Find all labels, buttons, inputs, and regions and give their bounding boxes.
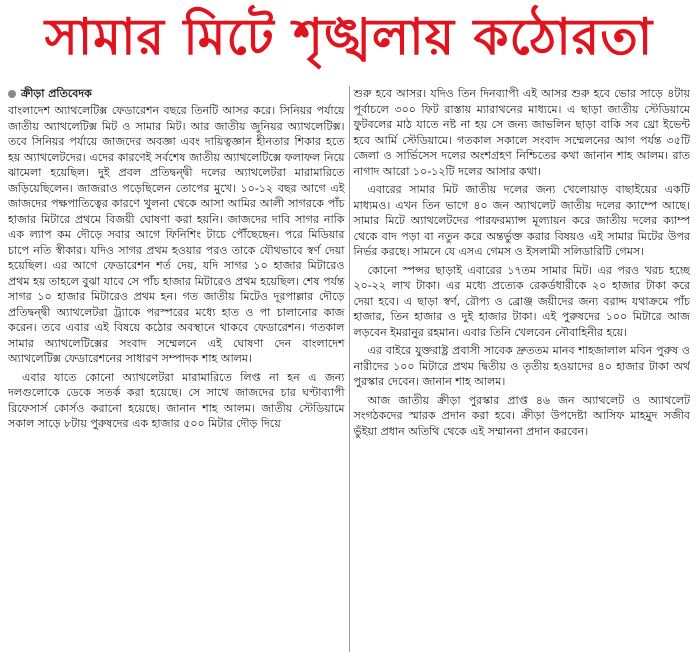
paragraph: বাংলাদেশ অ্যাথলেটিক্স ফেডারেশন বছরে তিনটি আসর করে। সিনিয়র পর্যায়ে জাতীয় অ্যাথলেটিক্স মিট ও সামার মিট। আর জাতীয় জুনিয়র অ্যাথলেটিক্স। তবে সিনিয়র পর্যায়ে জাজদের অবজ্ঞা এবং দায়িত্বজ্ঞান হীনতার শিকার হতে হয় অ্যাথলেটদের। এদের কারণেই সর্বশেষ জাতীয় অ্যাথলেটিক্সে ফলাফল নিয়ে ঝামেলা হয়েছিল। দুই প্রবল প্রতিদ্বন্দ্বী দলের অ্যাথলেটরা মারামারিতে জড়িয়েছিলেন। জাজরাও পড়েছিলেন তোপের মুখে। ১০-১২ বছর আগে এই জাজদের পক্ষপাতিত্বের কারণে খুলনা থেকে আসা আমির আলী সাগরকে পাঁচ হাজার মিটারে প্রথমে বিজয়ী ঘোষণা করা হয়নি। জাজদের দাবি সাগর নাকি এক ল্যাপ কম দৌড়ে সবার আগে ফিনিশিং টাচে পৌঁছেছেন। পরে মিডিয়ার চাপে নতি স্বীকার। যদিও সাগর প্রথম হওয়ার পরও তাকে যৌথভাবে স্বর্ণ দেয়া হয়েছিল। এর আগে ফেডারেশন শর্ত দেয়, যদি সাগর ১০ হাজার মিটারেও প্রথম হয় তাহলে বুঝা যাবে সে পাঁচ হাজার মিটারেও প্রথম হয়েছিল। শেষ পর্যন্ত সাগর ১০ হাজার মিটারেও প্রথম হন। গত জাতীয় মিটেও দূরপাল্লার দৌড়ে প্রতিদ্বন্দ্বী অ্যাথলেটরা ট্র্যাকে পরস্পরের মধ্যে হাত ও পা চালানোর কাজ করেন। তবে এবার এই বিষয়ে কঠোর অবস্থানে থাকবে ফেডারেশন। গতকাল সামার অ্যাথলেটিক্সের সংবাদ সম্মেলনে এই ঘোষণা দেন বাংলাদেশ অ্যাথলেটিক্স ফেডারেশনের সাধারণ সম্পাদক শাহ আলম। [8, 104, 345, 365]
headline: সামার মিটে শৃঙ্খলায় কঠোরতা [44, 7, 654, 66]
article-column-right [349, 86, 691, 652]
paragraph: শুরু হবে আসর। যদিও তিন দিনব্যাপী এই আসর শুরু হবে ভোর সাড়ে ৪টায় পূর্বাচলে ৩০০ ফিট রাস্তায় ম্যারাথনের মাধ্যমে। এ ছাড়া জাতীয় স্টেডিয়ামে ফুটবলের মাঠ যাতে নষ্ট না হয় সে জন্য জাভলিন ছাড়া বাকি সব থ্রো ইভেন্ট হবে আর্মি স্টেডিয়ামে। গতকাল সকালে সংবাদ সম্মেলনের আগ পর্যন্ত ৩৫টি জেলা ও সার্ভিসেস দলের অংশগ্রহণ নিশ্চিতের কথা জানান শাহ আলম। রাত নাগাদ আরো ১০-১২টি দলের আসার কথা। [353, 87, 690, 178]
paragraph: কোনো স্পন্সর ছাড়াই এবারের ১৭তম সামার মিট। এর পরও খরচ হচ্ছে ২০-২২ লাখ টাকা। এর মধ্যে প্রত্যেক রেকর্ডধারীকে ২০ হাজার টাকা করে দেয়া হবে। এ ছাড়া স্বর্ণ, রৌপ্য ও ব্রোঞ্জ জয়ীদের জন্য বরাদ্দ যথাক্রমে পাঁচ হাজার, তিন হাজার ও দুই হাজার টাকা। এই পুরুষদের ১০০ মিটারে আজ লড়বেন ইমরানুর রহমান। এবার তিনি খেলবেন নৌবাহিনীর হয়ে। [353, 263, 690, 339]
byline-text: ক্রীড়া প্রতিবেদক [21, 87, 92, 100]
article-body [8, 86, 690, 652]
paragraph: এর বাইরে যুক্তরাষ্ট্র প্রবাসী সাবেক দ্রুততম মানব শাহজালাল মবিন পুরুষ ও নারীদের ১০০ মিটারে প্রথম দ্বিতীয় ও তৃতীয় হওয়াদের ৪০ হাজার টাকা অর্থ পুরস্কার দেবেন। জানান শাহ আলম। [353, 344, 690, 388]
paragraph: এবার যাতে কোনো অ্যাথলেটরা মারামারিতে লিপ্ত না হন এ জন্য দলগুলোকে ডেকে সতর্ক করা হয়েছে। সে সাথে জাজদের চার ঘণ্টাব্যাপী রিফেসার্স কোর্সও করানো হয়েছে। জানান শাহ আলম। জাতীয় স্টেডিয়ামে সকাল সাড়ে ৮টায় পুরুষদের এক হাজার ৫০০ মিটার দৌড় দিয়ে [8, 370, 345, 430]
article-column-left [8, 86, 349, 652]
paragraph: এবারের সামার মিট জাতীয় দলের জন্য খেলোয়াড় বাছাইয়ের একটি মাধ্যমও। এখন তিন ভাগে ৪০ জন অ্যাথলেট জাতীয় দলের ক্যাম্পে আছে। সামার মিটে অ্যাথলেটদের পারফরম্যান্স মূল্যায়ন করে জাতীয় দলের ক্যাম্প থেকে বাদ পড়া বা নতুন করে অন্তর্ভুক্ত করার বিষয়ও এই সামার মিটের উপর নির্ভর করছে। সামনে যে এসএ গেমস ও ইসলামী সলিডারিটি গেমস। [353, 183, 690, 258]
bullet-icon [8, 90, 16, 98]
paragraph: আজ জাতীয় ক্রীড়া পুরস্কার প্রাপ্ত ৪৬ জন অ্যাথলেট ও অ্যাথলেট সংগঠকদের স্মারক প্রদান করা হবে। ক্রীড়া উপদেষ্টা আসিফ মাহমুদ সজীব ভুঁইয়া প্রধান অতিথি থেকে এই সম্মাননা প্রদান করবেন। [353, 393, 690, 438]
byline [8, 86, 345, 102]
